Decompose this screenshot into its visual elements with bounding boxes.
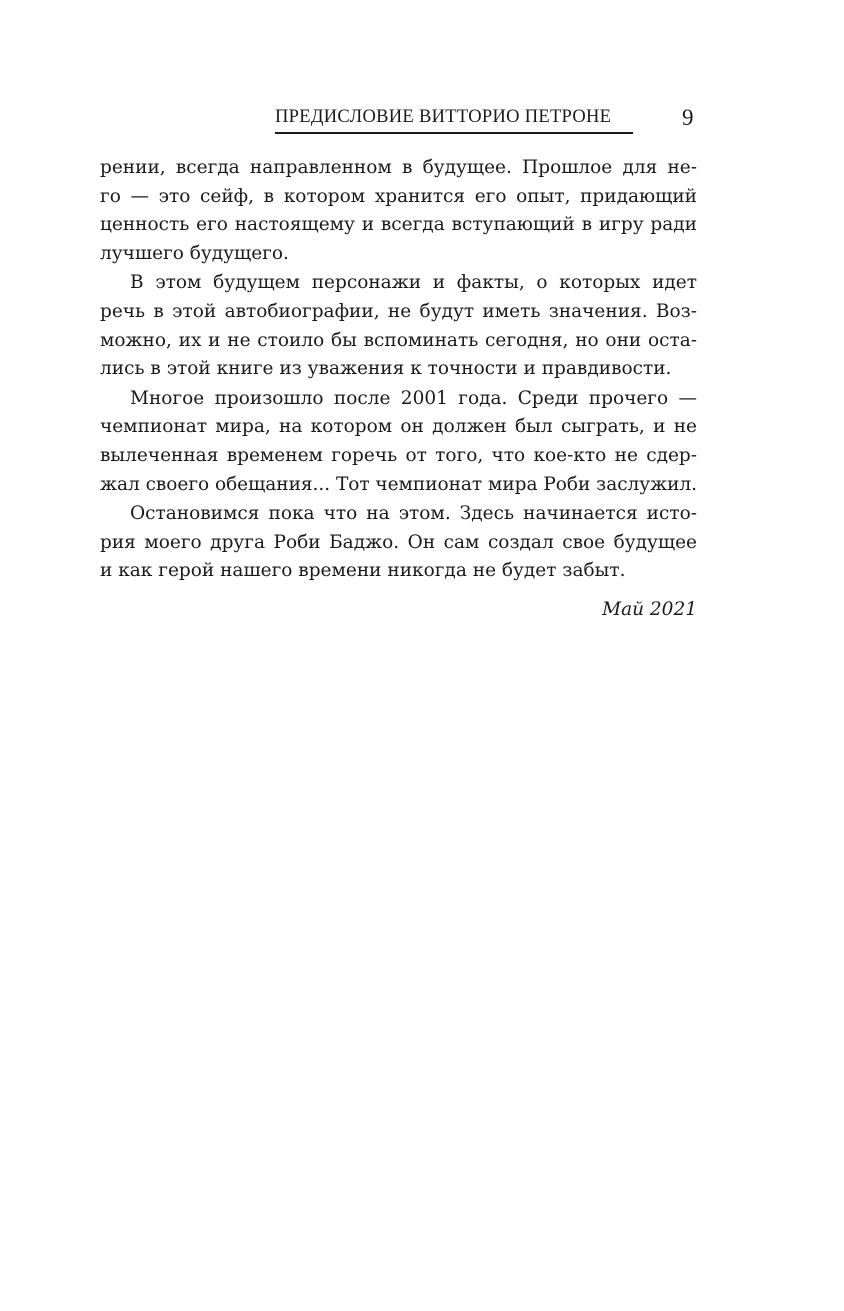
signature-date: Май 2021	[602, 599, 697, 620]
text-line: Многое произошло после 2001 года. Среди прочего —	[130, 387, 697, 409]
text-line: ценность его настоящему и всегда вступающий в игру ради	[100, 214, 697, 236]
text-line: го — это сейф, в котором хранится его опыт, придающий	[100, 185, 697, 207]
running-head	[275, 104, 633, 134]
text-line: можно, их и не стоило бы вспоминать сегодня, но они оста-	[100, 329, 697, 351]
running-title: ПРЕДИСЛОВИЕ ВИТТОРИО ПЕТРОНЕ	[275, 107, 612, 127]
text-line: рении, всегда направленном в будущее. Прошлое для не-	[100, 157, 697, 178]
text-line: чемпионат мира, на котором он должен был сыграть, и не	[100, 416, 697, 438]
text-line: Остановимся пока что на этом. Здесь начинается исто-	[130, 503, 697, 525]
text-line: рия моего друга Роби Баджо. Он сам создал свое будущее	[100, 531, 697, 553]
text-line: речь в этой автобиографии, не будут иметь значения. Воз-	[100, 301, 697, 322]
text-line: вылеченная временем горечь от того, что кое-кто не сдер-	[100, 445, 697, 466]
text-line: и как герой нашего времени никогда не будет забыт.	[100, 560, 626, 582]
text-line: лучшего будущего.	[100, 242, 289, 264]
text-line: В этом будущем персонажи и факты, о которых идет	[130, 272, 697, 294]
text-line: жал своего обещания... Тот чемпионат мира Роби заслужил.	[100, 473, 697, 495]
text-line: лись в этой книге из уважения к точности и правдивости.	[100, 358, 672, 380]
page-number: 9	[682, 105, 694, 130]
